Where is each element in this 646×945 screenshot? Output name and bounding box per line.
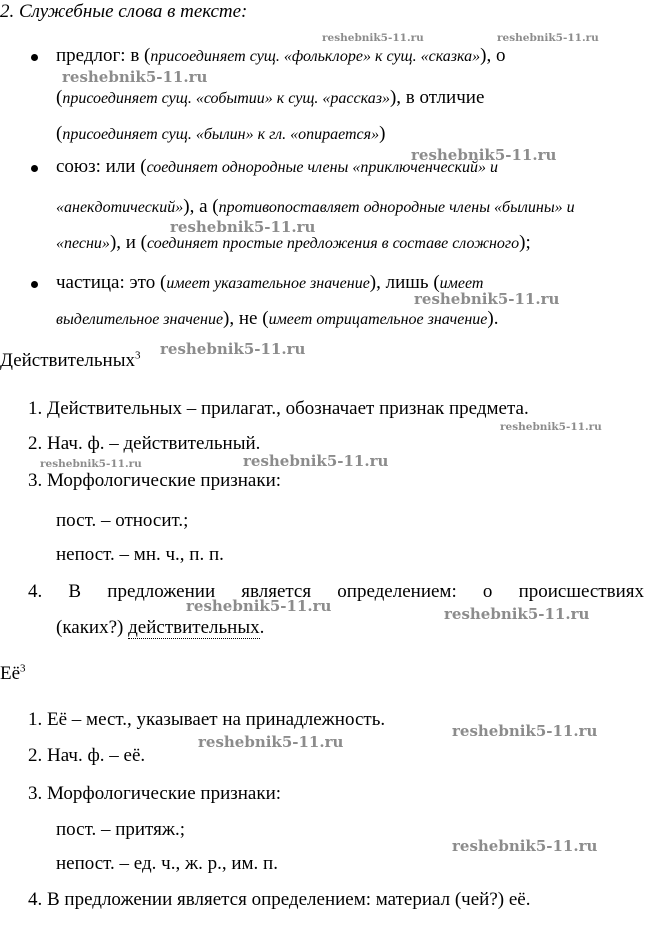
watermark: reshebnik5-11.ru	[243, 452, 389, 470]
list-item-text: 3. Морфологические признаки:	[28, 783, 282, 804]
watermark: reshebnik5-11.ru	[444, 605, 590, 623]
list-item-text: 4. В предложении является определением: материал (чей?) её.	[28, 889, 531, 910]
list-item-text: 1. Её – мест., указывает на принадлежность.	[28, 709, 386, 730]
text: ), не (	[223, 308, 269, 329]
constant-features-text: пост. – притяж.;	[56, 819, 185, 840]
bullet-conjunction-line2	[56, 195, 575, 219]
list-item-text: 2. Нач. ф. – действительный.	[28, 433, 261, 454]
bullet-preposition-line1	[56, 44, 505, 68]
text-italic: выделительное значение	[56, 311, 224, 328]
text-italic: противопоставляет однородные члены «былины» и	[218, 199, 575, 216]
text: союз: или (	[56, 156, 147, 177]
word-heading	[0, 349, 141, 373]
text: )	[379, 123, 386, 144]
watermark: reshebnik5-11.ru	[62, 68, 208, 86]
text-italic: соединяет простые предложения в составе сложного	[147, 235, 520, 252]
text-italic: имеет отрицательное значение	[268, 311, 488, 328]
list-item	[28, 888, 530, 912]
text: ), лишь (	[369, 272, 440, 293]
text: .	[259, 617, 265, 638]
variable-features	[56, 543, 224, 567]
section-title-text: 2. Служебные слова в тексте:	[0, 1, 248, 22]
watermark: reshebnik5-11.ru	[452, 837, 598, 855]
variable-features	[56, 852, 278, 876]
footnote-mark: 3	[135, 349, 141, 362]
word-heading-text: Её	[0, 663, 21, 684]
text: ), а (	[183, 196, 219, 217]
text: ), и (	[109, 232, 148, 253]
question-text: (каких?)	[56, 617, 129, 638]
constant-features	[56, 818, 185, 842]
word-heading-text: Действительных	[0, 350, 135, 371]
list-item	[28, 469, 281, 493]
bullet-preposition-line3	[56, 122, 385, 146]
text: (	[56, 123, 63, 144]
variable-features-text: непост. – ед. ч., ж. р., им. п.	[56, 853, 278, 874]
list-item	[28, 580, 644, 604]
section-title	[0, 0, 247, 24]
list-item	[28, 782, 281, 806]
text-italic: имеет	[439, 275, 484, 292]
watermark: reshebnik5-11.ru	[497, 32, 599, 44]
list-item-text: 1. Действительных – прилагат., обозначает признак предмета.	[28, 398, 529, 419]
list-item	[28, 708, 385, 732]
list-item	[28, 432, 260, 456]
watermark: reshebnik5-11.ru	[186, 597, 332, 615]
watermark: reshebnik5-11.ru	[452, 722, 598, 740]
variable-features-text: непост. – мн. ч., п. п.	[56, 544, 224, 565]
bullet-particle-line2	[56, 307, 498, 331]
list-item-text: 3. Морфологические признаки:	[28, 470, 282, 491]
footnote-mark: 3	[20, 662, 26, 675]
text-italic: присоединяет сущ. «фольклоре» к сущ. «сказка»	[150, 48, 481, 65]
text-italic: имеет указательное значение	[166, 275, 370, 292]
list-item-text: 2. Нач. ф. – её.	[28, 745, 146, 766]
text: );	[519, 232, 531, 253]
text-italic: присоединяет сущ. «событии» к сущ. «рассказ»	[62, 90, 390, 107]
text-italic: присоединяет сущ. «былин» к гл. «опирается»	[62, 126, 380, 143]
list-item	[28, 397, 529, 421]
bullet-marker	[31, 165, 38, 172]
bullet-marker	[31, 54, 38, 61]
text-italic: «песни»	[56, 235, 110, 252]
text: предлог: в (	[56, 45, 151, 66]
constant-features-text: пост. – относит.;	[56, 510, 189, 531]
underlined-word: действительных	[128, 617, 260, 638]
watermark: reshebnik5-11.ru	[170, 218, 316, 236]
watermark: reshebnik5-11.ru	[414, 290, 560, 308]
watermark: reshebnik5-11.ru	[500, 421, 602, 433]
list-item-continuation	[56, 616, 264, 640]
watermark: reshebnik5-11.ru	[160, 340, 306, 358]
list-item-text: 4. В предложении является определением: о происшествиях	[28, 581, 644, 602]
watermark: reshebnik5-11.ru	[322, 32, 424, 44]
list-item	[28, 744, 145, 768]
watermark: reshebnik5-11.ru	[40, 458, 142, 470]
bullet-preposition-line2	[56, 86, 484, 110]
constant-features	[56, 509, 188, 533]
text: ), в отличие	[389, 87, 485, 108]
text-italic: «анекдотический»	[56, 199, 184, 216]
text-italic: соединяет однородные члены «приключенческий» и	[146, 159, 498, 176]
bullet-marker	[31, 281, 38, 288]
watermark: reshebnik5-11.ru	[198, 733, 344, 751]
word-heading	[0, 662, 26, 686]
text: ), о	[480, 45, 506, 66]
watermark: reshebnik5-11.ru	[411, 146, 557, 164]
text: частица: это (	[56, 272, 167, 293]
text: ).	[487, 308, 499, 329]
text: (	[56, 87, 63, 108]
